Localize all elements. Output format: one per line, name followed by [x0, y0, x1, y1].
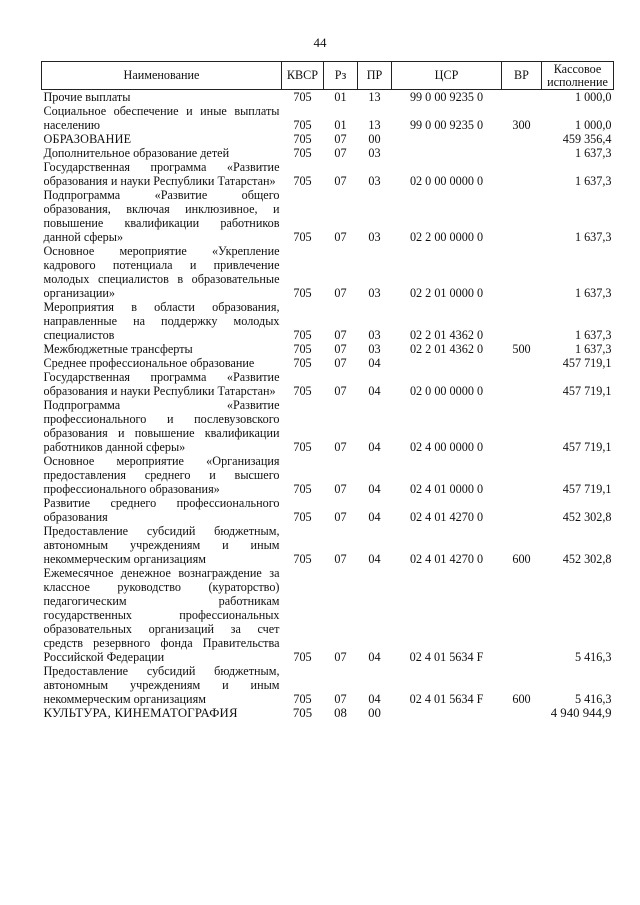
row-csr: 02 2 01 4362 0	[409, 342, 484, 356]
row-kvsr: 705	[293, 174, 312, 188]
row-kvsr: 705	[292, 706, 313, 720]
col-header-kvsr: КВСР	[282, 62, 324, 90]
row-rz: 07	[334, 356, 347, 370]
row-csr	[392, 132, 502, 146]
row-csr: 02 0 00 0000 0	[409, 384, 484, 398]
row-amount: 452 302,8	[562, 510, 612, 524]
row-vr	[502, 566, 542, 664]
row-name: Подпрограмма «Развитие общего образования, включая инклюзивное, и повышение квалификации работников данной сферы»	[43, 188, 280, 244]
row-amount: 457 719,1	[562, 482, 612, 496]
row-vr	[502, 244, 542, 300]
row-name: Ежемесячное денежное вознаграждение за классное руководство (кураторство) педагогическим работникам государственных профессиональных образовательных организаций за счет средств резервного фонда Правительства Российской Федерации	[43, 566, 280, 664]
col-header-name: Наименование	[42, 62, 282, 90]
row-csr: 02 4 00 0000 0	[409, 440, 484, 454]
row-csr: 02 2 01 0000 0	[409, 286, 484, 300]
row-amount: 1 637,3	[574, 146, 612, 160]
budget-table	[41, 61, 614, 720]
row-amount: 1 637,3	[574, 230, 612, 244]
row-csr: 02 4 01 5634 F	[409, 650, 484, 664]
row-name: Дополнительное образование детей	[43, 146, 230, 160]
row-pr: 04	[368, 692, 381, 706]
row-kvsr: 705	[293, 510, 312, 524]
row-rz: 07	[334, 146, 347, 160]
row-kvsr: 705	[293, 146, 312, 160]
row-amount: 1 000,0	[574, 118, 612, 132]
row-kvsr: 705	[293, 342, 312, 356]
row-pr: 03	[368, 342, 381, 356]
row-pr: 04	[368, 650, 381, 664]
row-rz: 07	[334, 384, 347, 398]
row-name: Развитие среднего профессионального образования	[43, 496, 280, 524]
row-kvsr: 705	[293, 692, 312, 706]
row-kvsr: 705	[293, 118, 312, 132]
row-kvsr: 705	[293, 552, 312, 566]
row-pr: 04	[368, 552, 381, 566]
row-kvsr: 705	[293, 230, 312, 244]
col-header-rz: Рз	[324, 62, 358, 90]
table-row	[42, 398, 614, 454]
row-amount: 1 637,3	[574, 328, 612, 342]
row-amount: 457 719,1	[562, 440, 612, 454]
col-header-csr: ЦСР	[392, 62, 502, 90]
row-kvsr: 705	[293, 328, 312, 342]
table-row	[42, 356, 614, 370]
row-amount: 1 000,0	[574, 90, 612, 104]
row-csr: 02 2 01 4362 0	[409, 328, 484, 342]
row-pr: 03	[368, 146, 381, 160]
row-kvsr: 705	[293, 286, 312, 300]
row-csr: 02 0 00 0000 0	[409, 174, 484, 188]
row-rz: 07	[334, 482, 347, 496]
row-vr	[502, 90, 542, 105]
row-kvsr: 705	[293, 650, 312, 664]
row-amount: 5 416,3	[574, 650, 612, 664]
row-amount: 1 637,3	[574, 286, 612, 300]
table-row	[42, 244, 614, 300]
page-number: 44	[313, 35, 327, 50]
row-amount: 457 719,1	[562, 356, 612, 370]
row-name: Предоставление субсидий бюджетным, автономным учреждениям и иным некоммерческим организациям	[43, 664, 280, 706]
row-rz: 07	[334, 132, 347, 146]
row-csr: 02 4 01 4270 0	[409, 552, 484, 566]
row-pr: 00	[368, 706, 381, 720]
row-rz: 01	[334, 90, 347, 104]
row-rz: 07	[334, 510, 347, 524]
row-kvsr: 705	[293, 482, 312, 496]
row-vr	[502, 706, 542, 720]
row-rz: 07	[334, 342, 347, 356]
row-amount: 4 940 944,9	[550, 706, 612, 720]
row-vr: 600	[512, 692, 531, 706]
row-amount: 459 356,4	[562, 132, 612, 146]
row-csr: 99 0 00 9235 0	[409, 90, 484, 104]
row-vr	[502, 188, 542, 244]
row-csr	[392, 706, 502, 720]
col-header-pr: ПР	[358, 62, 392, 90]
table-row	[42, 90, 614, 105]
row-name: КУЛЬТУРА, КИНЕМАТОГРАФИЯ	[43, 706, 238, 720]
row-amount: 5 416,3	[574, 692, 612, 706]
table-row	[42, 370, 614, 398]
table-row	[42, 524, 614, 566]
row-rz: 07	[334, 328, 347, 342]
row-csr: 99 0 00 9235 0	[409, 118, 484, 132]
row-name: Мероприятия в области образования, направленные на поддержку молодых специалистов	[43, 300, 280, 342]
row-kvsr: 705	[293, 384, 312, 398]
row-name: Социальное обеспечение и иные выплаты населению	[43, 104, 280, 132]
col-header-amount: Кассовое исполнение	[542, 62, 614, 90]
row-csr: 02 2 00 0000 0	[409, 230, 484, 244]
row-amount: 1 637,3	[574, 342, 612, 356]
row-kvsr: 705	[293, 90, 312, 104]
row-csr: 02 4 01 0000 0	[409, 482, 484, 496]
row-vr	[502, 454, 542, 496]
table-row	[42, 496, 614, 524]
row-pr: 03	[368, 230, 381, 244]
table-row	[42, 342, 614, 356]
row-csr: 02 4 01 4270 0	[409, 510, 484, 524]
row-amount: 452 302,8	[562, 552, 612, 566]
table-row	[42, 664, 614, 706]
row-name: Среднее профессиональное образование	[43, 356, 255, 370]
row-csr	[392, 146, 502, 160]
row-pr: 00	[368, 132, 381, 146]
row-rz: 07	[334, 552, 347, 566]
row-pr: 03	[368, 286, 381, 300]
row-rz: 07	[334, 650, 347, 664]
row-pr: 04	[368, 356, 381, 370]
row-rz: 08	[334, 706, 347, 720]
row-vr: 500	[512, 342, 531, 356]
row-rz: 07	[334, 286, 347, 300]
row-rz: 07	[334, 174, 347, 188]
row-name: Предоставление субсидий бюджетным, автономным учреждениям и иным некоммерческим организациям	[43, 524, 280, 566]
row-vr: 600	[512, 552, 531, 566]
row-pr: 13	[368, 90, 381, 104]
row-pr: 04	[368, 510, 381, 524]
row-vr	[502, 132, 542, 146]
row-kvsr: 705	[293, 132, 312, 146]
row-pr: 04	[368, 440, 381, 454]
row-rz: 01	[334, 118, 347, 132]
table-row	[42, 146, 614, 160]
row-rz: 07	[334, 692, 347, 706]
row-vr	[502, 398, 542, 454]
row-rz: 07	[334, 440, 347, 454]
row-csr: 02 4 01 5634 F	[409, 692, 484, 706]
row-amount: 457 719,1	[562, 384, 612, 398]
table-row	[42, 160, 614, 188]
row-vr	[502, 300, 542, 342]
table-row	[42, 300, 614, 342]
row-name: Государственная программа «Развитие образования и науки Республики Татарстан»	[43, 370, 280, 398]
row-pr: 13	[368, 118, 381, 132]
row-amount: 1 637,3	[574, 174, 612, 188]
row-vr	[502, 356, 542, 370]
col-header-vr: ВР	[502, 62, 542, 90]
row-pr: 03	[368, 328, 381, 342]
table-header-row	[42, 62, 614, 90]
table-row	[42, 132, 614, 146]
row-vr	[502, 370, 542, 398]
table-row	[42, 454, 614, 496]
table-row	[42, 566, 614, 664]
row-pr: 04	[368, 482, 381, 496]
row-vr	[502, 146, 542, 160]
row-name: Государственная программа «Развитие образования и науки Республики Татарстан»	[43, 160, 280, 188]
row-kvsr: 705	[293, 356, 312, 370]
row-name: ОБРАЗОВАНИЕ	[43, 132, 132, 146]
table-row	[42, 104, 614, 132]
row-name: Основное мероприятие «Организация предоставления среднего и высшего профессионального образования»	[43, 454, 280, 496]
row-vr: 300	[512, 118, 531, 132]
row-vr	[502, 160, 542, 188]
row-name: Межбюджетные трансферты	[43, 342, 193, 356]
table-row	[42, 188, 614, 244]
row-pr: 04	[368, 384, 381, 398]
row-name: Основное мероприятие «Укрепление кадрового потенциала и привлечение молодых специалистов в образовательные организации»	[43, 244, 280, 300]
row-name: Подпрограмма «Развитие профессионального и послевузовского образования и повышение квалификации работников данной сферы»	[43, 398, 280, 454]
row-name: Прочие выплаты	[43, 90, 131, 104]
row-rz: 07	[334, 230, 347, 244]
row-csr	[392, 356, 502, 370]
row-kvsr: 705	[293, 440, 312, 454]
table-row	[42, 706, 614, 720]
row-vr	[502, 496, 542, 524]
row-pr: 03	[368, 174, 381, 188]
